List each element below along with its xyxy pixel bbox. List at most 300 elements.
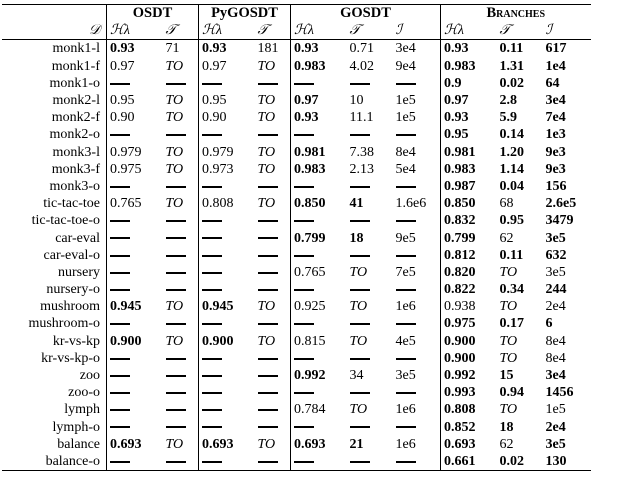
missing-dash bbox=[202, 255, 222, 257]
dataset-name: tic-tac-toe bbox=[2, 195, 107, 212]
missing-dash bbox=[202, 289, 222, 291]
cell-value: TO bbox=[349, 333, 368, 349]
pygosdt-t-cell bbox=[255, 350, 291, 367]
pygosdt-h-cell bbox=[199, 384, 255, 401]
missing-dash bbox=[258, 134, 278, 136]
cell-value: 1e4 bbox=[545, 58, 566, 74]
cell-value: TO bbox=[165, 161, 184, 177]
cell-value: 0.900 bbox=[444, 350, 476, 366]
gosdt-t-cell bbox=[347, 419, 393, 436]
missing-dash bbox=[110, 237, 130, 239]
osdt-h-cell bbox=[107, 333, 163, 350]
cell-value: 71 bbox=[165, 41, 180, 57]
cell-value: 3479 bbox=[545, 213, 574, 229]
cell-value: 0.661 bbox=[444, 453, 476, 469]
cell-value: 0.987 bbox=[444, 178, 476, 194]
gosdt-i-cell bbox=[393, 161, 441, 178]
cell-value: TO bbox=[349, 264, 368, 280]
pygosdt-t-cell bbox=[255, 178, 291, 195]
cell-value: 0.900 bbox=[202, 333, 234, 349]
osdt-h-cell bbox=[107, 144, 163, 161]
pygosdt-t-cell bbox=[255, 419, 291, 436]
gosdt-t-cell bbox=[347, 333, 393, 350]
missing-dash bbox=[350, 358, 370, 360]
gosdt-h-cell bbox=[291, 333, 347, 350]
cell-value: 9e5 bbox=[395, 230, 416, 246]
dataset-name: balance-o bbox=[2, 453, 107, 471]
dataset-name: car-eval bbox=[2, 229, 107, 246]
cell-value: 0.97 bbox=[294, 93, 319, 109]
table-row bbox=[2, 315, 591, 332]
branches-h-cell bbox=[441, 161, 497, 178]
gosdt-t-cell bbox=[347, 212, 393, 229]
dataset-name: monk1-l bbox=[2, 40, 107, 58]
branches-i-cell bbox=[543, 195, 591, 212]
missing-dash bbox=[110, 272, 130, 274]
dataset-name: monk2-o bbox=[2, 126, 107, 143]
gosdt-t-cell bbox=[347, 75, 393, 92]
cell-value: 1e5 bbox=[545, 402, 566, 418]
pygosdt-h-cell bbox=[199, 161, 255, 178]
dataset-name: kr-vs-kp bbox=[2, 333, 107, 350]
pygosdt-t-cell bbox=[255, 401, 291, 418]
table-row bbox=[2, 109, 591, 126]
missing-dash bbox=[258, 237, 278, 239]
missing-dash bbox=[258, 83, 278, 85]
osdt-t-header: 𝒯 bbox=[163, 22, 199, 40]
cell-value: 0.979 bbox=[202, 144, 234, 160]
cell-value: 5e4 bbox=[395, 161, 416, 177]
table-row bbox=[2, 401, 591, 418]
cell-value: 0.93 bbox=[110, 41, 135, 57]
branches-i-cell bbox=[543, 126, 591, 143]
osdt-t-cell bbox=[163, 40, 199, 58]
pygosdt-t-cell bbox=[255, 281, 291, 298]
cell-value: 0.97 bbox=[444, 93, 469, 109]
cell-value: TO bbox=[165, 333, 184, 349]
missing-dash bbox=[110, 358, 130, 360]
gosdt-i-cell bbox=[393, 367, 441, 384]
branches-h-header: ℋλ bbox=[441, 22, 497, 40]
missing-dash bbox=[110, 83, 130, 85]
pygosdt-h-cell bbox=[199, 453, 255, 471]
missing-dash bbox=[294, 323, 314, 325]
cell-value: 0.02 bbox=[499, 453, 524, 469]
pygosdt-h-cell bbox=[199, 212, 255, 229]
branches-h-cell bbox=[441, 75, 497, 92]
missing-dash bbox=[110, 409, 130, 411]
gosdt-h-cell bbox=[291, 92, 347, 109]
branches-t-cell bbox=[497, 453, 543, 471]
missing-dash bbox=[202, 375, 222, 377]
pygosdt-t-cell bbox=[255, 367, 291, 384]
cell-value: 0.95 bbox=[110, 93, 135, 109]
pygosdt-h-cell bbox=[199, 109, 255, 126]
cell-value: TO bbox=[257, 161, 276, 177]
branches-i-cell bbox=[543, 247, 591, 264]
cell-value: 4e5 bbox=[395, 333, 416, 349]
cell-value: 0.992 bbox=[444, 368, 476, 384]
gosdt-h-cell bbox=[291, 212, 347, 229]
cell-value: 0.93 bbox=[294, 110, 319, 126]
cell-value: TO bbox=[165, 436, 184, 452]
pygosdt-t-cell bbox=[255, 144, 291, 161]
results-table bbox=[2, 4, 591, 471]
pygosdt-t-cell bbox=[255, 453, 291, 471]
missing-dash bbox=[350, 426, 370, 428]
missing-dash bbox=[294, 255, 314, 257]
gosdt-h-cell bbox=[291, 436, 347, 453]
cell-value: 0.925 bbox=[294, 299, 326, 315]
cell-value: 41 bbox=[349, 196, 364, 212]
missing-dash bbox=[166, 323, 186, 325]
cell-value: 2.13 bbox=[349, 161, 374, 177]
osdt-t-cell bbox=[163, 195, 199, 212]
cell-value: 0.983 bbox=[294, 161, 326, 177]
cell-value: 0.95 bbox=[499, 213, 524, 229]
missing-dash bbox=[294, 358, 314, 360]
gosdt-h-cell bbox=[291, 419, 347, 436]
pygosdt-h-cell bbox=[199, 401, 255, 418]
cell-value: 7e5 bbox=[395, 264, 416, 280]
cell-value: 0.973 bbox=[202, 161, 234, 177]
cell-value: 3e5 bbox=[545, 230, 566, 246]
cell-value: 0.815 bbox=[294, 333, 326, 349]
cell-value: 0.983 bbox=[294, 58, 326, 74]
cell-value: 62 bbox=[499, 436, 514, 452]
osdt-h-cell bbox=[107, 161, 163, 178]
pygosdt-h-cell bbox=[199, 144, 255, 161]
cell-value: 6 bbox=[545, 316, 553, 332]
cell-value: 4.02 bbox=[349, 58, 374, 74]
cell-value: 0.992 bbox=[294, 368, 326, 384]
branches-h-cell bbox=[441, 350, 497, 367]
cell-value: 3e5 bbox=[395, 368, 416, 384]
cell-value: 1.14 bbox=[499, 161, 524, 177]
cell-value: 18 bbox=[499, 419, 514, 435]
missing-dash bbox=[166, 220, 186, 222]
branches-i-cell bbox=[543, 384, 591, 401]
cell-value: 11.1 bbox=[349, 110, 374, 126]
missing-dash bbox=[294, 83, 314, 85]
metric-header-row bbox=[2, 22, 591, 40]
osdt-h-header: ℋλ bbox=[107, 22, 163, 40]
missing-dash bbox=[166, 409, 186, 411]
branches-i-cell bbox=[543, 281, 591, 298]
missing-dash bbox=[202, 237, 222, 239]
group-branches bbox=[441, 5, 591, 23]
gosdt-t-cell bbox=[347, 315, 393, 332]
gosdt-i-cell bbox=[393, 401, 441, 418]
pygosdt-t-cell bbox=[255, 92, 291, 109]
cell-value: 0.981 bbox=[294, 144, 326, 160]
cell-value: 34 bbox=[349, 368, 364, 384]
missing-dash bbox=[166, 358, 186, 360]
missing-dash bbox=[110, 220, 130, 222]
results-body bbox=[2, 40, 591, 471]
dataset-name: zoo bbox=[2, 367, 107, 384]
branches-h-cell bbox=[441, 58, 497, 75]
osdt-t-cell bbox=[163, 436, 199, 453]
gosdt-t-cell bbox=[347, 384, 393, 401]
branches-t-cell bbox=[497, 195, 543, 212]
cell-value: 2e4 bbox=[545, 299, 566, 315]
cell-value: 0.04 bbox=[499, 178, 524, 194]
missing-dash bbox=[350, 220, 370, 222]
gosdt-i-header: ℐ bbox=[393, 22, 441, 40]
osdt-t-cell bbox=[163, 178, 199, 195]
gosdt-h-cell bbox=[291, 281, 347, 298]
cell-value: 2e4 bbox=[545, 419, 566, 435]
osdt-h-cell bbox=[107, 350, 163, 367]
branches-h-cell bbox=[441, 315, 497, 332]
gosdt-i-cell bbox=[393, 229, 441, 246]
gosdt-t-cell bbox=[347, 281, 393, 298]
osdt-h-cell bbox=[107, 315, 163, 332]
table-row bbox=[2, 453, 591, 471]
gosdt-h-cell bbox=[291, 229, 347, 246]
dataset-name: monk1-o bbox=[2, 75, 107, 92]
branches-h-cell bbox=[441, 384, 497, 401]
missing-dash bbox=[166, 461, 186, 463]
gosdt-i-cell bbox=[393, 40, 441, 58]
pygosdt-t-cell bbox=[255, 298, 291, 315]
branches-h-cell bbox=[441, 281, 497, 298]
missing-dash bbox=[350, 255, 370, 257]
osdt-h-cell bbox=[107, 247, 163, 264]
missing-dash bbox=[396, 255, 416, 257]
cell-value: 0.97 bbox=[110, 58, 135, 74]
cell-value: 0.945 bbox=[110, 299, 142, 315]
branches-i-cell bbox=[543, 178, 591, 195]
branches-h-cell bbox=[441, 92, 497, 109]
branches-t-cell bbox=[497, 229, 543, 246]
cell-value: 5.9 bbox=[499, 110, 517, 126]
gosdt-h-cell bbox=[291, 161, 347, 178]
pygosdt-h-cell bbox=[199, 419, 255, 436]
branches-i-cell bbox=[543, 401, 591, 418]
cell-value: 8e4 bbox=[545, 333, 566, 349]
missing-dash bbox=[294, 134, 314, 136]
branches-t-cell bbox=[497, 144, 543, 161]
dataset-name: monk2-f bbox=[2, 109, 107, 126]
osdt-t-cell bbox=[163, 281, 199, 298]
branches-t-cell bbox=[497, 212, 543, 229]
missing-dash bbox=[202, 134, 222, 136]
pygosdt-h-cell bbox=[199, 58, 255, 75]
branches-i-header: ℐ bbox=[543, 22, 591, 40]
pygosdt-h-cell bbox=[199, 247, 255, 264]
branches-i-cell bbox=[543, 315, 591, 332]
dataset-name: car-eval-o bbox=[2, 247, 107, 264]
osdt-t-cell bbox=[163, 298, 199, 315]
osdt-t-cell bbox=[163, 453, 199, 471]
missing-dash bbox=[202, 392, 222, 394]
cell-value: TO bbox=[165, 110, 184, 126]
table-row bbox=[2, 126, 591, 143]
cell-value: 0.765 bbox=[294, 264, 326, 280]
cell-value: 0.95 bbox=[444, 127, 469, 143]
dataset-name: zoo-o bbox=[2, 384, 107, 401]
missing-dash bbox=[350, 323, 370, 325]
cell-value: 15 bbox=[499, 368, 514, 384]
pygosdt-h-cell bbox=[199, 195, 255, 212]
cell-value: TO bbox=[257, 93, 276, 109]
cell-value: TO bbox=[165, 58, 184, 74]
osdt-t-cell bbox=[163, 144, 199, 161]
dataset-name: monk3-o bbox=[2, 178, 107, 195]
gosdt-t-cell bbox=[347, 453, 393, 471]
gosdt-i-cell bbox=[393, 92, 441, 109]
pygosdt-h-cell bbox=[199, 350, 255, 367]
missing-dash bbox=[396, 186, 416, 188]
osdt-t-cell bbox=[163, 109, 199, 126]
osdt-t-cell bbox=[163, 161, 199, 178]
cell-value: 244 bbox=[545, 282, 567, 298]
osdt-t-cell bbox=[163, 229, 199, 246]
missing-dash bbox=[294, 289, 314, 291]
table-row bbox=[2, 419, 591, 436]
gosdt-t-cell bbox=[347, 298, 393, 315]
branches-i-cell bbox=[543, 92, 591, 109]
missing-dash bbox=[110, 375, 130, 377]
cell-value: 0.850 bbox=[444, 196, 476, 212]
osdt-t-cell bbox=[163, 419, 199, 436]
cell-value: TO bbox=[499, 402, 518, 418]
cell-value: 0.693 bbox=[444, 436, 476, 452]
dataset-name: mushroom bbox=[2, 298, 107, 315]
missing-dash bbox=[350, 134, 370, 136]
missing-dash bbox=[258, 409, 278, 411]
missing-dash bbox=[258, 323, 278, 325]
missing-dash bbox=[166, 237, 186, 239]
cell-value: 0.71 bbox=[349, 41, 374, 57]
missing-dash bbox=[202, 186, 222, 188]
table-row bbox=[2, 40, 591, 58]
missing-dash bbox=[294, 426, 314, 428]
missing-dash bbox=[202, 426, 222, 428]
dataset-name: balance bbox=[2, 436, 107, 453]
osdt-t-cell bbox=[163, 333, 199, 350]
pygosdt-h-cell bbox=[199, 40, 255, 58]
gosdt-t-cell bbox=[347, 401, 393, 418]
missing-dash bbox=[294, 461, 314, 463]
branches-i-cell bbox=[543, 298, 591, 315]
branches-i-cell bbox=[543, 144, 591, 161]
gosdt-h-cell bbox=[291, 453, 347, 471]
dataset-name: nursery bbox=[2, 264, 107, 281]
gosdt-h-cell bbox=[291, 126, 347, 143]
group-pygosdt: PyGOSDT bbox=[199, 5, 291, 23]
branches-i-cell bbox=[543, 350, 591, 367]
osdt-h-cell bbox=[107, 178, 163, 195]
cell-value: 0.900 bbox=[444, 333, 476, 349]
missing-dash bbox=[294, 392, 314, 394]
branches-h-cell bbox=[441, 229, 497, 246]
table-row bbox=[2, 229, 591, 246]
osdt-h-cell bbox=[107, 384, 163, 401]
missing-dash bbox=[202, 409, 222, 411]
dataset-header: 𝒟 bbox=[2, 22, 107, 40]
missing-dash bbox=[396, 426, 416, 428]
gosdt-t-cell bbox=[347, 350, 393, 367]
missing-dash bbox=[396, 461, 416, 463]
cell-value: 181 bbox=[257, 41, 279, 57]
branches-t-cell bbox=[497, 367, 543, 384]
cell-value: 1.31 bbox=[499, 58, 524, 74]
branches-t-cell bbox=[497, 350, 543, 367]
branches-h-cell bbox=[441, 436, 497, 453]
gosdt-i-cell bbox=[393, 58, 441, 75]
branches-t-cell bbox=[497, 40, 543, 58]
pygosdt-h-cell bbox=[199, 298, 255, 315]
gosdt-h-cell bbox=[291, 315, 347, 332]
pygosdt-t-cell bbox=[255, 436, 291, 453]
osdt-t-cell bbox=[163, 264, 199, 281]
cell-value: TO bbox=[257, 436, 276, 452]
gosdt-t-cell bbox=[347, 161, 393, 178]
missing-dash bbox=[110, 392, 130, 394]
cell-value: TO bbox=[257, 144, 276, 160]
cell-value: 9e4 bbox=[395, 58, 416, 74]
missing-dash bbox=[350, 289, 370, 291]
gosdt-h-cell bbox=[291, 144, 347, 161]
branches-i-cell bbox=[543, 453, 591, 471]
gosdt-i-cell bbox=[393, 453, 441, 471]
missing-dash bbox=[110, 289, 130, 291]
missing-dash bbox=[202, 461, 222, 463]
cell-value: 2.8 bbox=[499, 93, 517, 109]
table-row bbox=[2, 333, 591, 350]
missing-dash bbox=[396, 83, 416, 85]
missing-dash bbox=[294, 186, 314, 188]
missing-dash bbox=[396, 289, 416, 291]
cell-value: 0.938 bbox=[444, 299, 476, 315]
cell-value: 8e4 bbox=[395, 144, 416, 160]
gosdt-i-cell bbox=[393, 384, 441, 401]
cell-value: 0.90 bbox=[110, 110, 135, 126]
branches-t-header: 𝒯 bbox=[497, 22, 543, 40]
cell-value: 1e6 bbox=[395, 402, 416, 418]
branches-t-cell bbox=[497, 281, 543, 298]
gosdt-t-cell bbox=[347, 436, 393, 453]
branches-t-cell bbox=[497, 264, 543, 281]
osdt-t-cell bbox=[163, 401, 199, 418]
branches-h-cell bbox=[441, 247, 497, 264]
cell-value: 0.11 bbox=[499, 41, 524, 57]
pygosdt-h-cell bbox=[199, 229, 255, 246]
gosdt-t-cell bbox=[347, 58, 393, 75]
table-row bbox=[2, 212, 591, 229]
pygosdt-t-cell bbox=[255, 315, 291, 332]
dataset-name: lymph bbox=[2, 401, 107, 418]
gosdt-t-cell bbox=[347, 178, 393, 195]
cell-value: 3e5 bbox=[545, 436, 566, 452]
osdt-t-cell bbox=[163, 367, 199, 384]
osdt-h-cell bbox=[107, 212, 163, 229]
cell-value: 0.17 bbox=[499, 316, 524, 332]
gosdt-h-cell bbox=[291, 247, 347, 264]
cell-value: TO bbox=[499, 264, 518, 280]
missing-dash bbox=[202, 358, 222, 360]
gosdt-h-cell bbox=[291, 264, 347, 281]
pygosdt-t-cell bbox=[255, 384, 291, 401]
cell-value: 1e6 bbox=[395, 436, 416, 452]
table-row bbox=[2, 58, 591, 75]
osdt-h-cell bbox=[107, 264, 163, 281]
missing-dash bbox=[258, 272, 278, 274]
pygosdt-t-cell bbox=[255, 75, 291, 92]
